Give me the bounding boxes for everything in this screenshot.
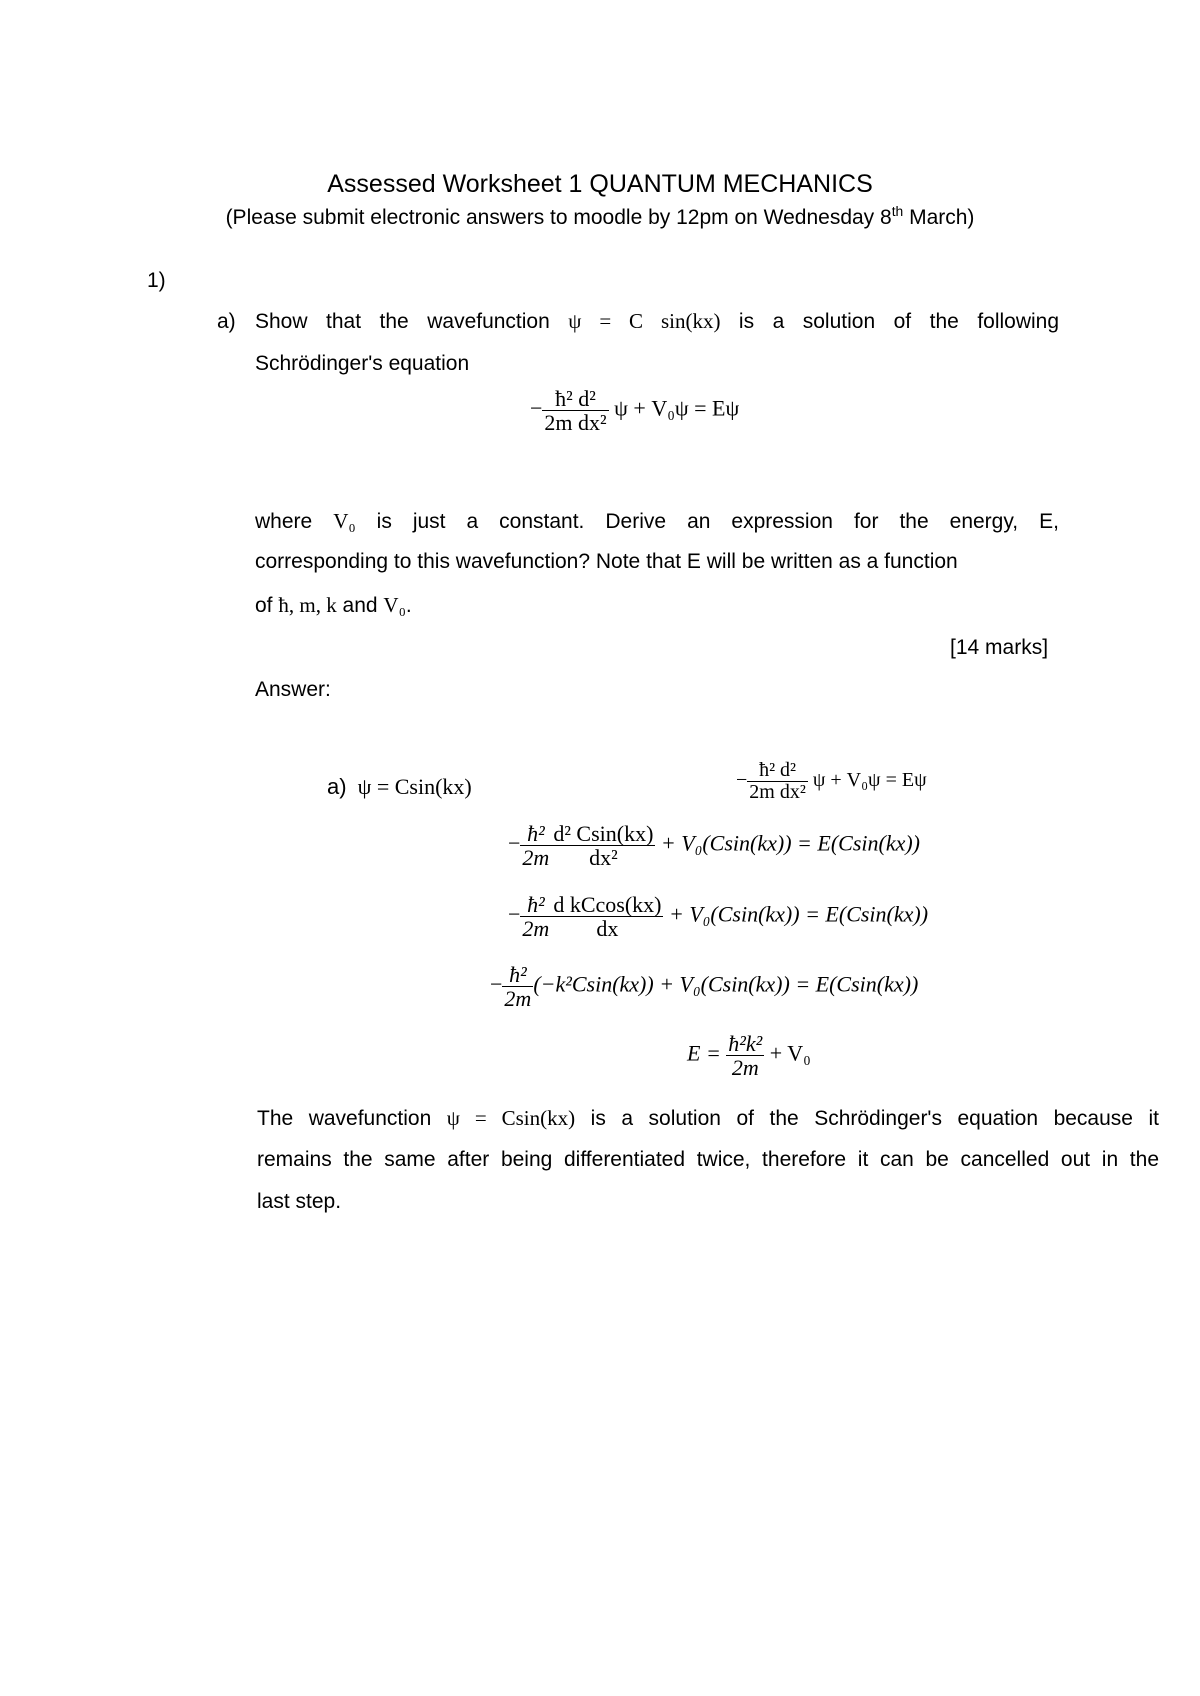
- eq-rhs: ψ + V₀ψ = Eψ: [614, 395, 740, 421]
- schrodinger-equation: [530, 387, 739, 434]
- q3-word: expression: [731, 510, 833, 533]
- answer-part-label: a): [327, 774, 347, 799]
- answer-equation-2: [508, 893, 928, 940]
- v0-symbol: V₀: [333, 509, 356, 533]
- eq1-denominator-b: dx²: [551, 845, 655, 869]
- answer-psi: ψ = Csin(kx): [357, 774, 472, 799]
- part-a-label: a): [217, 310, 236, 333]
- eq2-fraction-b: [551, 893, 663, 940]
- q3-word: Derive: [605, 510, 667, 533]
- q3-word: energy,: [949, 510, 1019, 533]
- eq0-minus: −: [736, 769, 748, 792]
- answer-equation-1: [508, 822, 920, 869]
- eq0-rhs: ψ + V₀ψ = Eψ: [812, 769, 927, 792]
- eq2-numerator-b: d kCcos(kx): [553, 892, 662, 917]
- q1-word: Show: [255, 310, 308, 333]
- page-subtitle: [0, 203, 1200, 230]
- subtitle-text: (Please submit electronic answers to moodle by 12pm on Wednesday 8: [225, 206, 892, 229]
- q3-word: just: [412, 510, 446, 533]
- subtitle-end: March): [903, 206, 975, 229]
- eq4-lhs: E =: [687, 1040, 721, 1066]
- eq2-rhs: + V₀(Csin(kx)) = E(Csin(kx)): [668, 901, 929, 927]
- q5-variables: ħ, m, k: [278, 593, 337, 617]
- page-title: Assessed Worksheet 1 QUANTUM MECHANICS: [327, 170, 873, 198]
- question-line-5: [255, 593, 412, 618]
- q1-word: solution: [802, 310, 876, 333]
- eq3-denominator: 2m: [504, 986, 532, 1012]
- eq4-rhs: + V₀: [769, 1040, 811, 1066]
- eq2-denominator-b: dx: [551, 916, 663, 940]
- eq3-rhs: (−k²Csin(kx)) + V₀(Csin(kx)) = E(Csin(kx)): [533, 971, 919, 997]
- q1-word: wavefunction: [427, 310, 550, 333]
- marks-label: [14 marks]: [950, 636, 1049, 659]
- q3-word: is: [376, 510, 392, 533]
- question-line-3: [255, 509, 1059, 534]
- q1-word: that: [326, 310, 362, 333]
- eq2-numerator-a: ħ²: [527, 892, 545, 917]
- q1-word: the: [379, 310, 409, 333]
- c1-word: Schrödinger's: [814, 1107, 942, 1130]
- eq3-minus: −: [490, 971, 503, 997]
- q3-word: the: [899, 510, 929, 533]
- eq2-minus: −: [508, 901, 521, 927]
- c1-word: equation: [957, 1107, 1039, 1130]
- eq1-fraction-a: [520, 822, 551, 869]
- q3-word: an: [687, 510, 711, 533]
- q3-word: where: [255, 510, 313, 533]
- eq1-rhs: + V₀(Csin(kx)) = E(Csin(kx)): [660, 830, 921, 856]
- answer-equation-0: [736, 760, 927, 803]
- subtitle-superscript: th: [891, 203, 904, 219]
- eq-denominator: 2m dx²: [544, 410, 607, 436]
- q1-word: the: [929, 310, 959, 333]
- q5-and: and: [336, 594, 384, 617]
- c1-word: it: [1148, 1107, 1159, 1130]
- eq3-numerator: ħ²: [509, 962, 527, 987]
- answer-equation-3: [490, 963, 918, 1010]
- q3-word: constant.: [499, 510, 585, 533]
- answer-part-a: [327, 774, 472, 800]
- question-line-4: corresponding to this wavefunction? Note that E will be written as a function: [255, 550, 958, 573]
- q1-word: a: [772, 310, 785, 333]
- answer-label: Answer:: [255, 678, 331, 701]
- question-number: 1): [147, 269, 166, 292]
- eq1-numerator-a: ħ²: [527, 821, 545, 846]
- conclusion-line-3: last step.: [257, 1190, 342, 1213]
- wavefunction-formula: ψ = C sin(kx): [568, 309, 721, 333]
- q3-word: a: [466, 510, 479, 533]
- eq-numerator: ħ² d²: [555, 386, 596, 411]
- eq1-denominator-a: 2m: [522, 845, 550, 871]
- c1-word: a: [621, 1107, 634, 1130]
- question-line-1: [255, 309, 1059, 334]
- q1-word: following: [977, 310, 1060, 333]
- eq2-fraction-a: [520, 893, 551, 940]
- q3-word: for: [853, 510, 879, 533]
- c1-formula: ψ = Csin(kx): [446, 1106, 576, 1130]
- eq4-denominator: 2m: [726, 1055, 764, 1079]
- eq1-numerator-b: d² Csin(kx): [553, 821, 654, 846]
- eq-fraction: [542, 387, 608, 434]
- q3-word: E,: [1039, 510, 1059, 533]
- eq1-fraction-b: [551, 822, 655, 869]
- q5-v0: V₀: [383, 593, 406, 617]
- question-line-2: Schrödinger's equation: [255, 352, 470, 375]
- conclusion-line-1: [257, 1106, 1159, 1131]
- eq4-fraction: [726, 1032, 764, 1079]
- eq0-denominator: 2m dx²: [749, 781, 806, 803]
- c1-word: because: [1053, 1107, 1133, 1130]
- answer-energy-result: [687, 1032, 811, 1079]
- eq0-numerator: ħ² d²: [759, 759, 797, 781]
- eq1-minus: −: [508, 830, 521, 856]
- c1-word: solution: [648, 1107, 721, 1130]
- q5-period: .: [405, 594, 412, 617]
- c1-word: of: [736, 1107, 754, 1130]
- c1-word: wavefunction: [308, 1107, 432, 1130]
- eq0-fraction: [747, 760, 808, 803]
- eq-minus: −: [530, 395, 543, 421]
- c1-word: The: [257, 1107, 294, 1130]
- c1-word: is: [590, 1107, 606, 1130]
- q5-of: of: [255, 594, 279, 617]
- q1-word: is: [738, 310, 755, 333]
- eq4-numerator: ħ²k²: [728, 1031, 763, 1056]
- conclusion-line-2: remains the same after being differentiated twice, therefore it can be cancelled out in the: [257, 1148, 1159, 1171]
- c1-word: the: [769, 1107, 799, 1130]
- eq2-denominator-a: 2m: [522, 916, 550, 942]
- eq3-fraction: [502, 963, 533, 1010]
- q1-word: of: [893, 310, 912, 333]
